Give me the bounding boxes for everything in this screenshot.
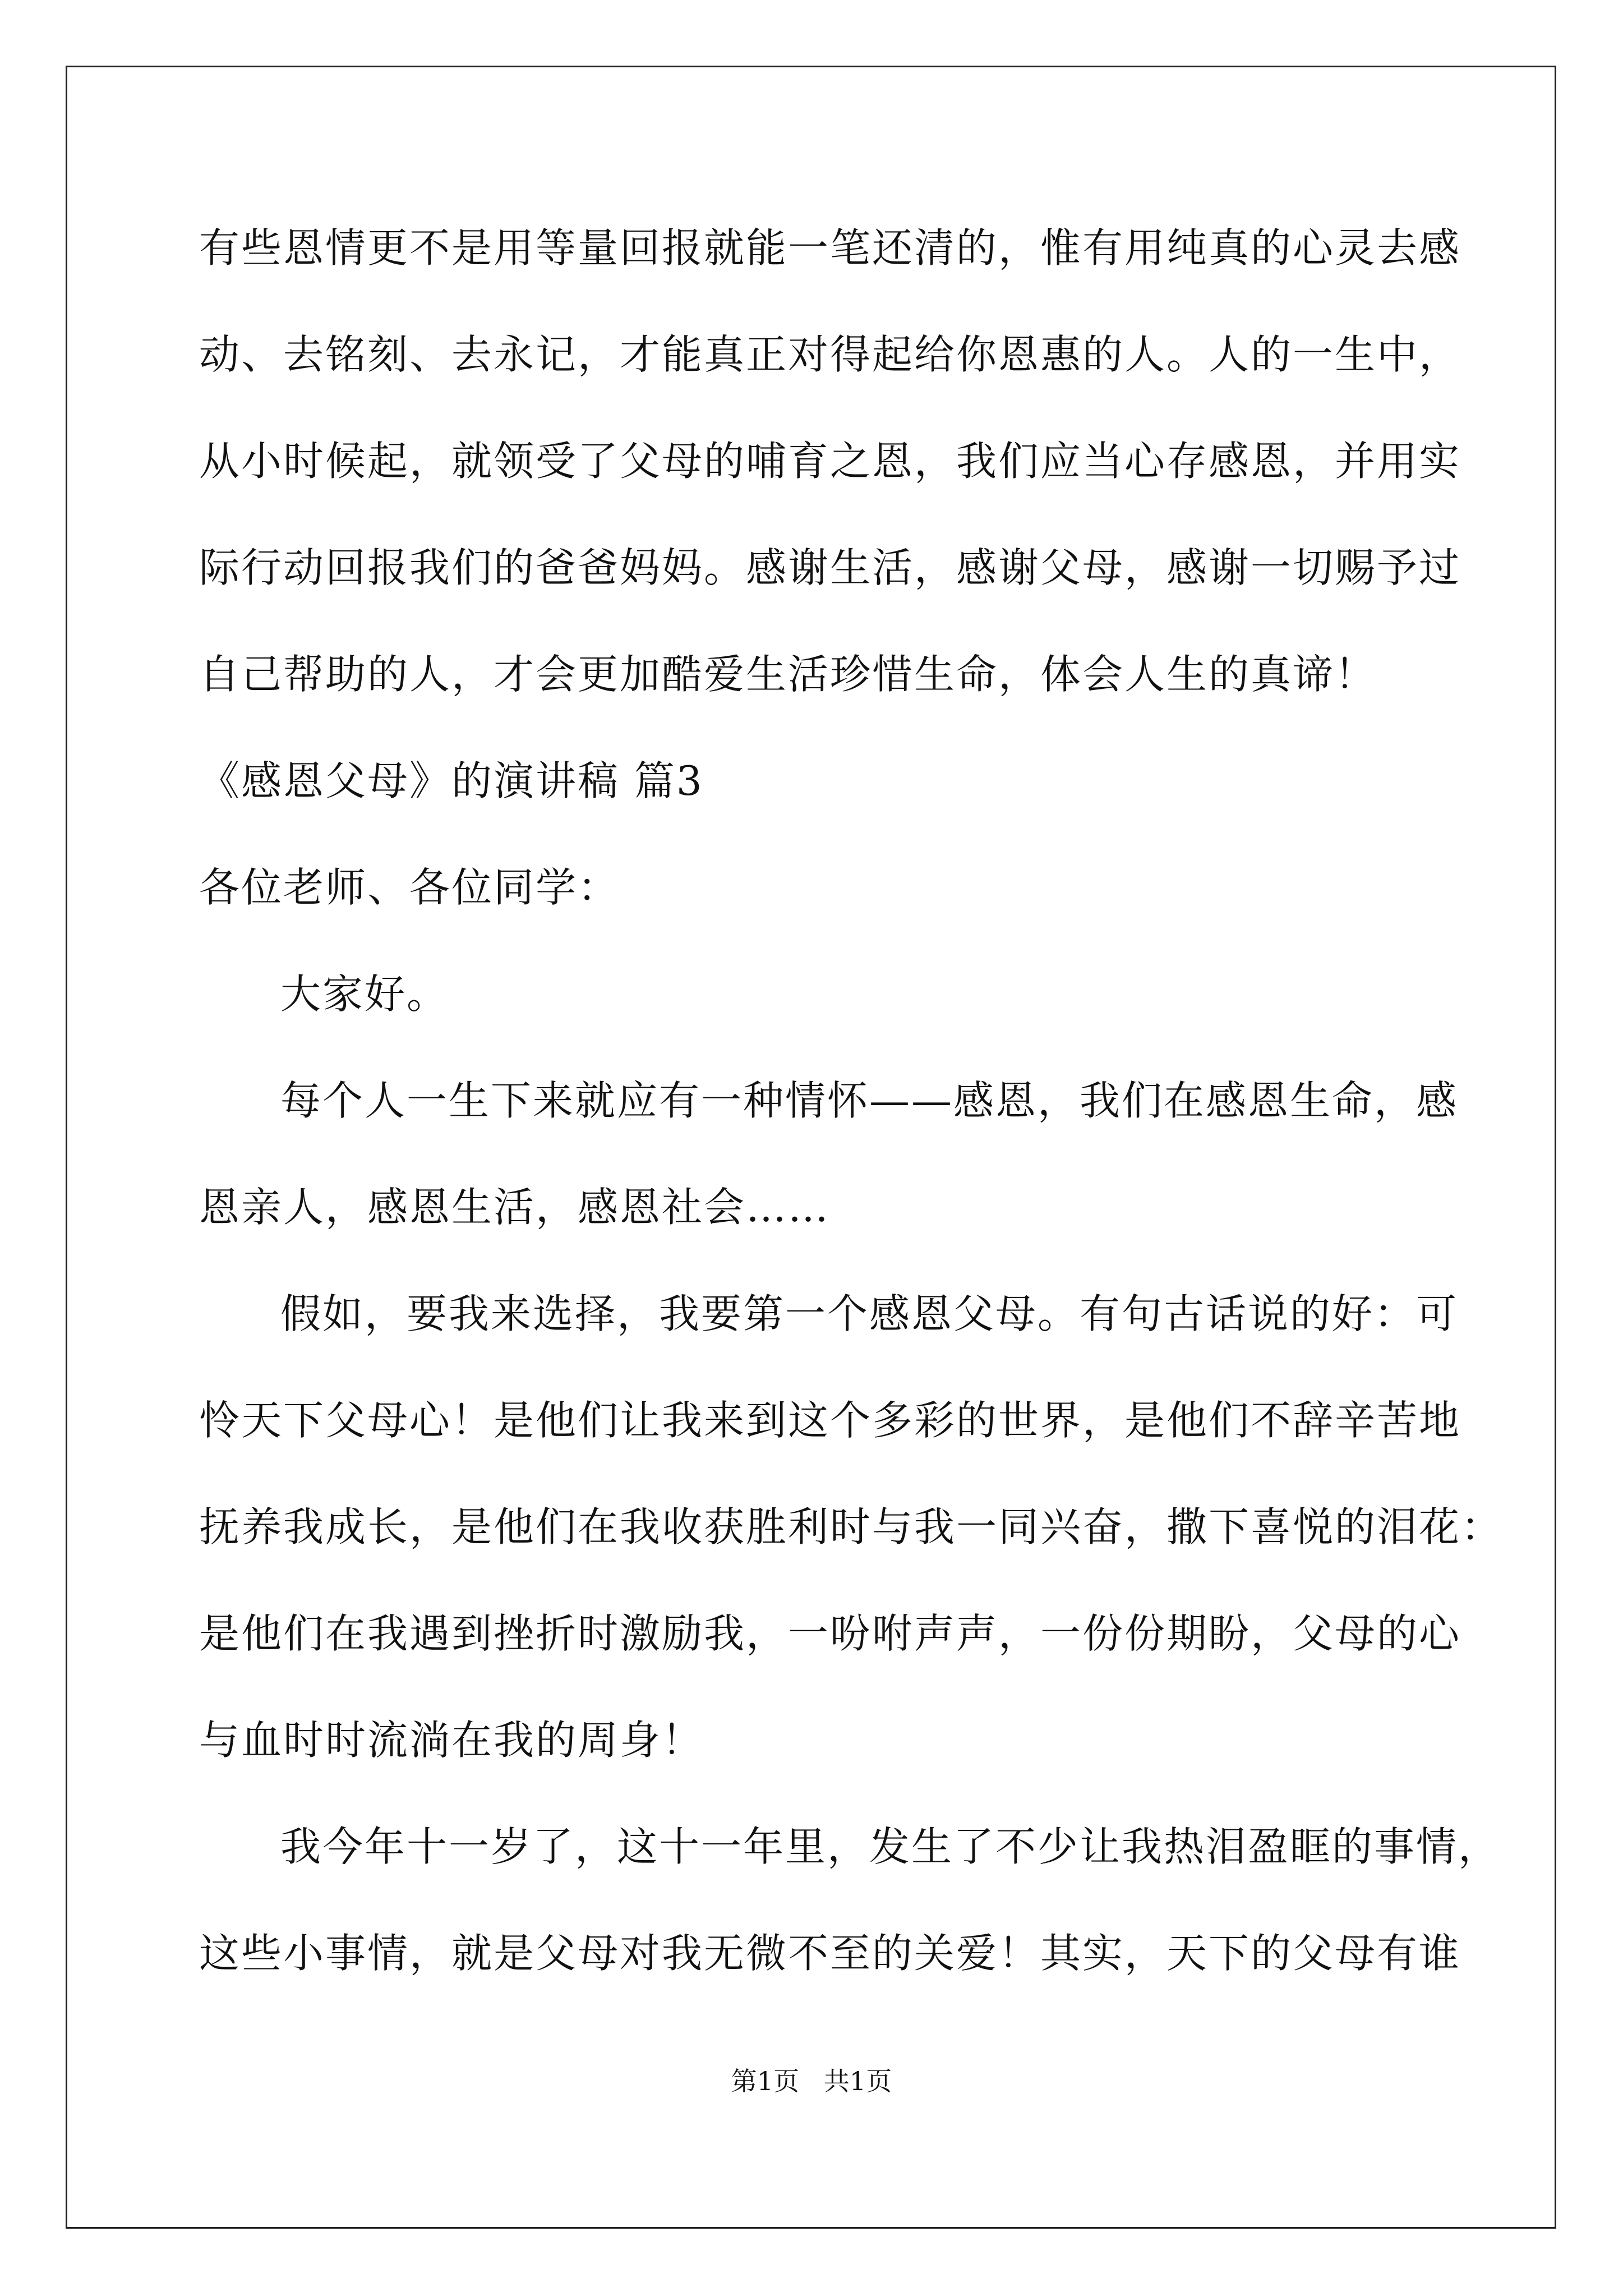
greeting: 大家好。 bbox=[280, 970, 449, 1018]
body-line: 怜天下父母心！是他们让我来到这个多彩的世界，是他们不辞辛苦地 bbox=[199, 1397, 1461, 1444]
body-line: 恩亲人，感恩生活，感恩社会…… bbox=[199, 1184, 831, 1231]
body-line: 这些小事情，就是父母对我无微不至的关爱！其实，天下的父母有谁 bbox=[199, 1930, 1461, 1977]
body-line: 有些恩情更不是用等量回报就能一笔还清的，惟有用纯真的心灵去感 bbox=[199, 224, 1461, 272]
body-line: 从小时候起，就领受了父母的哺育之恩，我们应当心存感恩，并用实 bbox=[199, 438, 1461, 485]
body-line: 是他们在我遇到挫折时激励我，一吩咐声声，一份份期盼，父母的心 bbox=[199, 1610, 1461, 1657]
page-border bbox=[66, 66, 1556, 2229]
body-line: 抚养我成长，是他们在我收获胜利时与我一同兴奋，撒下喜悦的泪花： bbox=[199, 1503, 1504, 1550]
body-line: 际行动回报我们的爸爸妈妈。感谢生活，感谢父母，感谢一切赐予过 bbox=[199, 544, 1461, 591]
body-line: 我今年十一岁了，这十一年里，发生了不少让我热泪盈眶的事情， bbox=[280, 1823, 1501, 1870]
page-footer: 第1页 共1页 bbox=[731, 2066, 892, 2096]
body-line: 与血时时流淌在我的周身！ bbox=[199, 1717, 704, 1764]
body-line: 每个人一生下来就应有一种情怀——感恩，我们在感恩生命，感 bbox=[280, 1077, 1459, 1124]
section-heading: 《感恩父母》的演讲稿 篇3 bbox=[199, 757, 704, 804]
body-line: 自己帮助的人，才会更加酷爱生活珍惜生命，体会人生的真谛！ bbox=[199, 651, 1377, 698]
body-line: 假如，要我来选择，我要第一个感恩父母。有句古话说的好：可 bbox=[280, 1290, 1459, 1337]
body-line: 动、去铭刻、去永记，才能真正对得起给你恩惠的人。人的一生中， bbox=[199, 331, 1461, 378]
salutation: 各位老师、各位同学： bbox=[199, 864, 620, 911]
